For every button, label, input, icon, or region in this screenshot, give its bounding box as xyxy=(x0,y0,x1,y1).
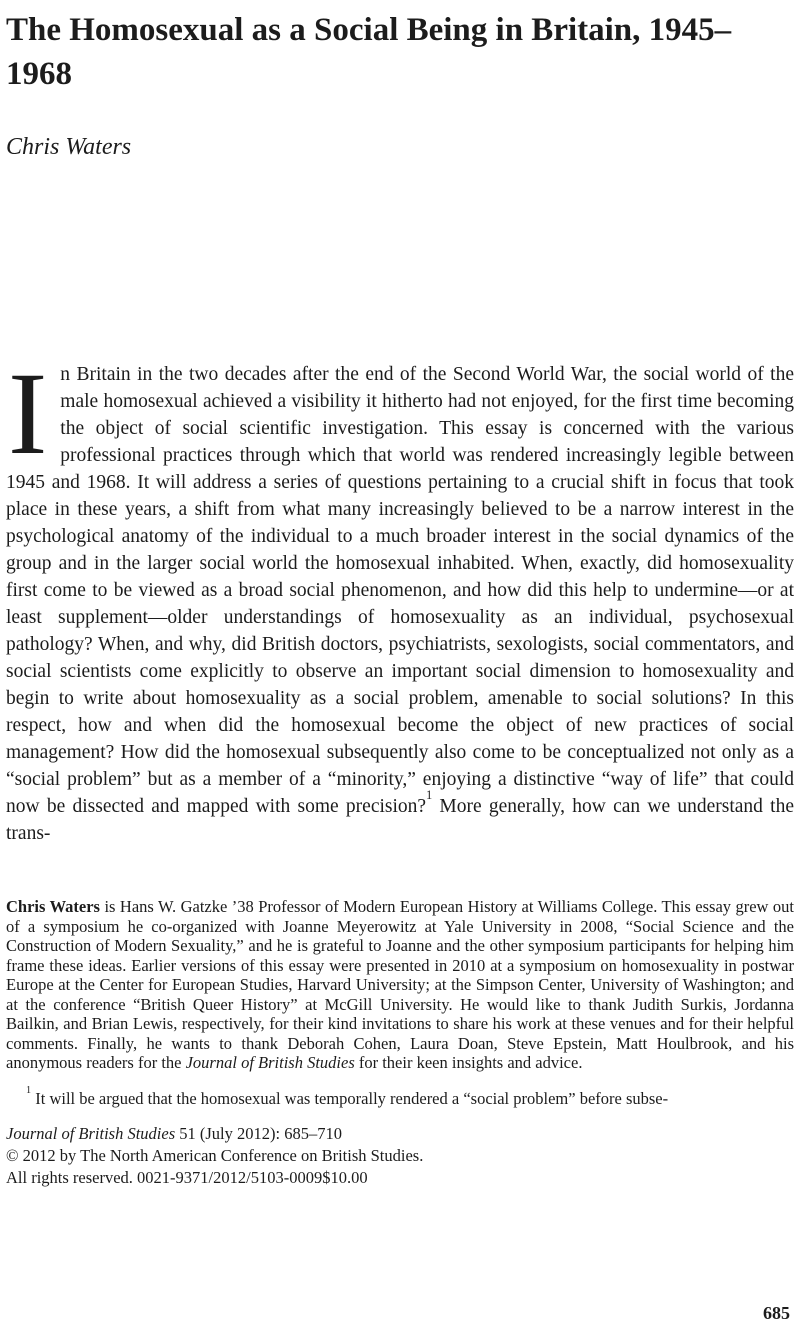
imprint-journal-title: Journal of British Studies xyxy=(6,1123,176,1143)
bio-text: is Hans W. Gatzke ’38 Professor of Modern European History at Williams College. This essay grew out of a symposium he co-organized with Joanne Meyerowitz at Yale University in 2008, “Social Science and the Construction of Modern Sexuality,” and he is grateful to Joanne and the other symposium participants for helping him frame these ideas. Earlier versions of this essay were presented in 2010 at a symposium on homosexuality in postwar Europe at the Center for European Studies, Harvard University; at the Simpson Center, University of Washington; and at the conference “British Queer History” at McGill University. He would like to thank Judith Surkis, Jordanna Bailkin, and Brian Lewis, respectively, for their kind invitations to share his work at these venues and for their helpful comments. Finally, he wants to thank Deborah Cohen, Laura Doan, Steve Epstein, Matt Houlbrook, and his anonymous readers for the xyxy=(6,897,794,1072)
author-bio-note xyxy=(6,897,794,1073)
bio-author-name: Chris Waters xyxy=(6,897,100,916)
imprint-citation: 51 (July 2012): 685–710 xyxy=(175,1123,342,1143)
footnote-reference-marker: 1 xyxy=(426,788,433,803)
bio-text-end: for their keen insights and advice. xyxy=(354,1053,583,1072)
dropcap-letter: I xyxy=(8,348,48,479)
imprint-citation-line xyxy=(6,1123,794,1145)
body-text: n Britain in the two decades after the end of the Second World War, the social world of the male homosexual achieved a visibility it hitherto had not enjoyed, for the first time becoming the object of social scientific investigation. This essay is concerned with the various professional practices through which that world was rendered increasingly legible between 1945 and 1968. It will address a series of questions pertaining to a crucial shift in focus that took place in these years, a shift from what many increasingly believed to be a narrow interest in the psychological anatomy of the individual to a much broader interest in the social dynamics of the group and in the larger social world the homosexual inhabited. When, exactly, did homosexuality first come to be viewed as a broad social phenomenon, and how did this help to undermine—or at least supplement—older understandings of homosexuality as an individual, psychosexual pathology? When, and why, did British doctors, psychiatrists, sexologists, social commentators, and social scientists come explicitly to observe an important social dimension to homosexuality and begin to write about homosexuality as a social problem, amenable to social solutions? In this respect, how and when did the homosexual become the object of new practices of social management? How did the homosexual subsequently also come to be conceptualized not only as a “social problem” but as a member of a “minority,” enjoying a distinctive “way of life” that could now be dissected and mapped with some precision? xyxy=(6,364,794,817)
imprint-rights-line: All rights reserved. 0021-9371/2012/5103-0009$10.00 xyxy=(6,1167,368,1187)
imprint-copyright-line: © 2012 by The North American Conference on British Studies. xyxy=(6,1145,424,1165)
footnote-1-text: It will be argued that the homosexual was temporally rendered a “social problem” before subse- xyxy=(31,1089,669,1108)
article-title: The Homosexual as a Social Being in Britain, 1945–1968 xyxy=(6,12,732,92)
body-text-continued: More generally, how can we understand the trans- xyxy=(6,796,795,844)
author-name: Chris Waters xyxy=(6,134,132,160)
page-number: 685 xyxy=(763,1303,790,1323)
journal-imprint xyxy=(6,1123,794,1189)
footnote-1 xyxy=(6,1084,794,1109)
body-paragraph xyxy=(6,348,795,847)
bio-journal-title: Journal of British Studies xyxy=(185,1053,355,1072)
footnote-1-marker: 1 xyxy=(26,1084,32,1096)
